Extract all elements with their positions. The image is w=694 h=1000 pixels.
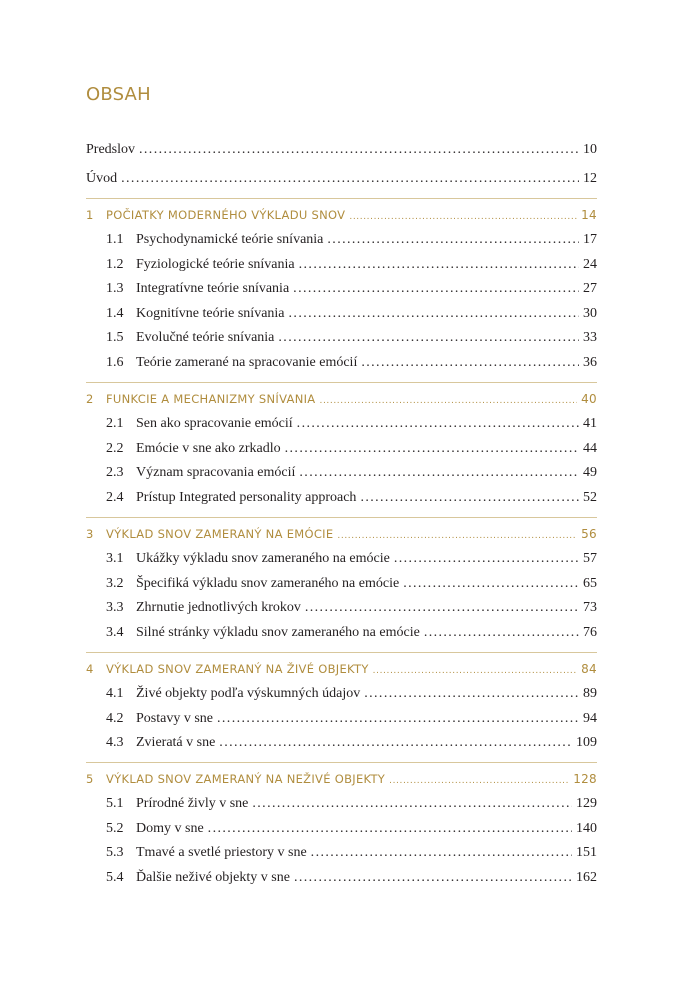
toc-entry-label: Sen ako spracovanie emócií [136, 416, 293, 431]
toc-entry-number: 1.6 [106, 355, 124, 370]
toc-entry-number: 2.3 [106, 465, 124, 480]
toc-page-number: 65 [583, 576, 597, 591]
dot-leader [361, 353, 579, 373]
toc-entry-label: Silné stránky výkladu snov zameraného na emócie [136, 625, 420, 640]
dot-leader [364, 684, 579, 704]
toc-entry-label: Evolučné teórie snívania [136, 330, 275, 345]
dot-leader [389, 771, 569, 791]
toc-section-entry[interactable] [106, 733, 597, 753]
dot-leader [219, 733, 572, 753]
toc-entry-number: 5.3 [106, 845, 124, 860]
toc-page-number: 17 [583, 232, 597, 247]
toc-entry-number: 4.2 [106, 711, 124, 726]
toc-section-entry[interactable] [106, 598, 597, 618]
toc-chapter-entry[interactable] [86, 524, 597, 544]
dot-leader [208, 819, 572, 839]
chapter-divider [86, 198, 597, 199]
toc-entry-label: Ďalšie neživé objekty v sne [136, 870, 290, 885]
toc-section-entry[interactable] [106, 794, 597, 814]
toc-entry-number: 1.2 [106, 257, 124, 272]
toc-page-number: 73 [583, 600, 597, 615]
dot-leader [360, 488, 579, 508]
toc-entry-label: Prírodné živly v sne [136, 796, 249, 811]
toc-entry-number: 4 [86, 662, 94, 676]
toc-entry-label: Kognitívne teórie snívania [136, 306, 285, 321]
toc-entry-label: Emócie v sne ako zrkadlo [136, 441, 281, 456]
toc-chapter-entry[interactable] [86, 769, 597, 789]
toc-entry-label: Zhrnutie jednotlivých krokov [136, 600, 301, 615]
dot-leader [139, 140, 579, 160]
toc-entry-number: 2 [86, 392, 94, 406]
chapter-divider [86, 517, 597, 518]
toc-entry-number: 2.2 [106, 441, 124, 456]
toc-entry-number: 1.3 [106, 281, 124, 296]
dot-leader [394, 549, 579, 569]
toc-chapter-entry[interactable] [86, 205, 597, 225]
toc-page-number: 44 [583, 441, 597, 456]
page-title: OBSAH [86, 84, 151, 105]
toc-front-entry[interactable] [86, 169, 597, 189]
toc-section-entry[interactable] [106, 328, 597, 348]
toc-section-entry[interactable] [106, 353, 597, 373]
toc-page-number: 10 [583, 142, 597, 157]
toc-entry-label: Ukážky výkladu snov zameraného na emócie [136, 551, 390, 566]
toc-section-entry[interactable] [106, 439, 597, 459]
dot-leader [293, 279, 579, 299]
toc-section-entry[interactable] [106, 463, 597, 483]
toc-entry-label: Zvieratá v sne [136, 735, 216, 750]
dot-leader [252, 794, 572, 814]
toc-page-number: 129 [576, 796, 597, 811]
toc-entry-number: 5 [86, 772, 94, 786]
toc-entry-number: 3.1 [106, 551, 124, 566]
toc-page-number: 33 [583, 330, 597, 345]
toc-entry-number: 5.4 [106, 870, 124, 885]
dot-leader [289, 304, 579, 324]
toc-entry-label: VÝKLAD SNOV ZAMERANÝ NA ŽIVÉ OBJEKTY [106, 662, 369, 676]
dot-leader [327, 230, 579, 250]
dot-leader [278, 328, 579, 348]
toc-entry-label: Živé objekty podľa výskumných údajov [136, 686, 361, 701]
toc-section-entry[interactable] [106, 623, 597, 643]
toc-entry-label: VÝKLAD SNOV ZAMERANÝ NA EMÓCIE [106, 527, 334, 541]
toc-page-number: 12 [583, 171, 597, 186]
toc-entry-label: Predslov [86, 142, 135, 157]
dot-leader [285, 439, 579, 459]
toc-entry-label: Prístup Integrated personality approach [136, 490, 357, 505]
toc-entry-number: 1.1 [106, 232, 124, 247]
toc-chapter-entry[interactable] [86, 389, 597, 409]
toc-page-number: 14 [581, 208, 597, 222]
dot-leader [403, 574, 579, 594]
toc-section-entry[interactable] [106, 843, 597, 863]
toc-page-number: 56 [581, 527, 597, 541]
toc-entry-label: VÝKLAD SNOV ZAMERANÝ NA NEŽIVÉ OBJEKTY [106, 772, 386, 786]
toc-entry-label: Teórie zamerané na spracovanie emócií [136, 355, 358, 370]
toc-page-number: 76 [583, 625, 597, 640]
toc-page-number: 84 [581, 662, 597, 676]
toc-entry-label: Úvod [86, 171, 118, 186]
toc-entry-label: POČIATKY MODERNÉHO VÝKLADU SNOV [106, 208, 346, 222]
toc-page-number: 57 [583, 551, 597, 566]
toc-section-entry[interactable] [106, 488, 597, 508]
toc-section-entry[interactable] [106, 414, 597, 434]
dot-leader [294, 868, 572, 888]
toc-entry-number: 3.4 [106, 625, 124, 640]
dot-leader [424, 623, 579, 643]
toc-section-entry[interactable] [106, 819, 597, 839]
toc-page-number: 140 [576, 821, 597, 836]
toc-entry-number: 1.4 [106, 306, 124, 321]
toc-entry-number: 2.1 [106, 416, 124, 431]
toc-front-entry[interactable] [86, 140, 597, 160]
dot-leader [349, 207, 577, 227]
toc-page-number: 89 [583, 686, 597, 701]
toc-section-entry[interactable] [106, 549, 597, 569]
dot-leader [311, 843, 572, 863]
toc-entry-number: 1.5 [106, 330, 124, 345]
toc-entry-number: 3.3 [106, 600, 124, 615]
toc-page-number: 49 [583, 465, 597, 480]
toc-entry-number: 2.4 [106, 490, 124, 505]
dot-leader [297, 414, 579, 434]
dot-leader [121, 169, 579, 189]
dot-leader [299, 463, 579, 483]
toc-page-number: 36 [583, 355, 597, 370]
toc-page-number: 27 [583, 281, 597, 296]
toc-section-entry[interactable] [106, 684, 597, 704]
toc-chapter-entry[interactable] [86, 659, 597, 679]
toc-section-entry[interactable] [106, 255, 597, 275]
toc-page-number: 30 [583, 306, 597, 321]
dot-leader [337, 526, 577, 546]
toc-entry-label: Domy v sne [136, 821, 204, 836]
toc-entry-label: Psychodynamické teórie snívania [136, 232, 324, 247]
toc-entry-label: Špecifiká výkladu snov zameraného na emócie [136, 576, 400, 591]
chapter-divider [86, 652, 597, 653]
toc-page-number: 52 [583, 490, 597, 505]
toc-section-entry[interactable] [106, 279, 597, 299]
toc-entry-number: 5.1 [106, 796, 124, 811]
toc-entry-label: Význam spracovania emócií [136, 465, 296, 480]
toc-entry-label: Tmavé a svetlé priestory v sne [136, 845, 307, 860]
dot-leader [373, 661, 577, 681]
toc-entry-label: Integratívne teórie snívania [136, 281, 290, 296]
toc-page-number: 151 [576, 845, 597, 860]
toc-page-number: 128 [573, 772, 597, 786]
chapter-divider [86, 382, 597, 383]
toc-page-number: 24 [583, 257, 597, 272]
toc-entry-label: Postavy v sne [136, 711, 213, 726]
toc-entry-label: FUNKCIE A MECHANIZMY SNÍVANIA [106, 392, 316, 406]
toc-page-number: 109 [576, 735, 597, 750]
dot-leader [305, 598, 579, 618]
dot-leader [299, 255, 579, 275]
toc-entry-number: 4.3 [106, 735, 124, 750]
dot-leader [217, 709, 579, 729]
toc-section-entry[interactable] [106, 304, 597, 324]
dot-leader [319, 391, 577, 411]
toc-entry-number: 1 [86, 208, 94, 222]
toc-entry-number: 5.2 [106, 821, 124, 836]
toc-page-number: 94 [583, 711, 597, 726]
toc-section-entry[interactable] [106, 709, 597, 729]
toc-page-number: 40 [581, 392, 597, 406]
toc-entry-number: 3 [86, 527, 94, 541]
toc-page-number: 162 [576, 870, 597, 885]
toc-section-entry[interactable] [106, 574, 597, 594]
toc-entry-label: Fyziologické teórie snívania [136, 257, 295, 272]
chapter-divider [86, 762, 597, 763]
toc-entry-number: 3.2 [106, 576, 124, 591]
toc-page-number: 41 [583, 416, 597, 431]
toc-entry-number: 4.1 [106, 686, 124, 701]
toc-section-entry[interactable] [106, 868, 597, 888]
toc-section-entry[interactable] [106, 230, 597, 250]
